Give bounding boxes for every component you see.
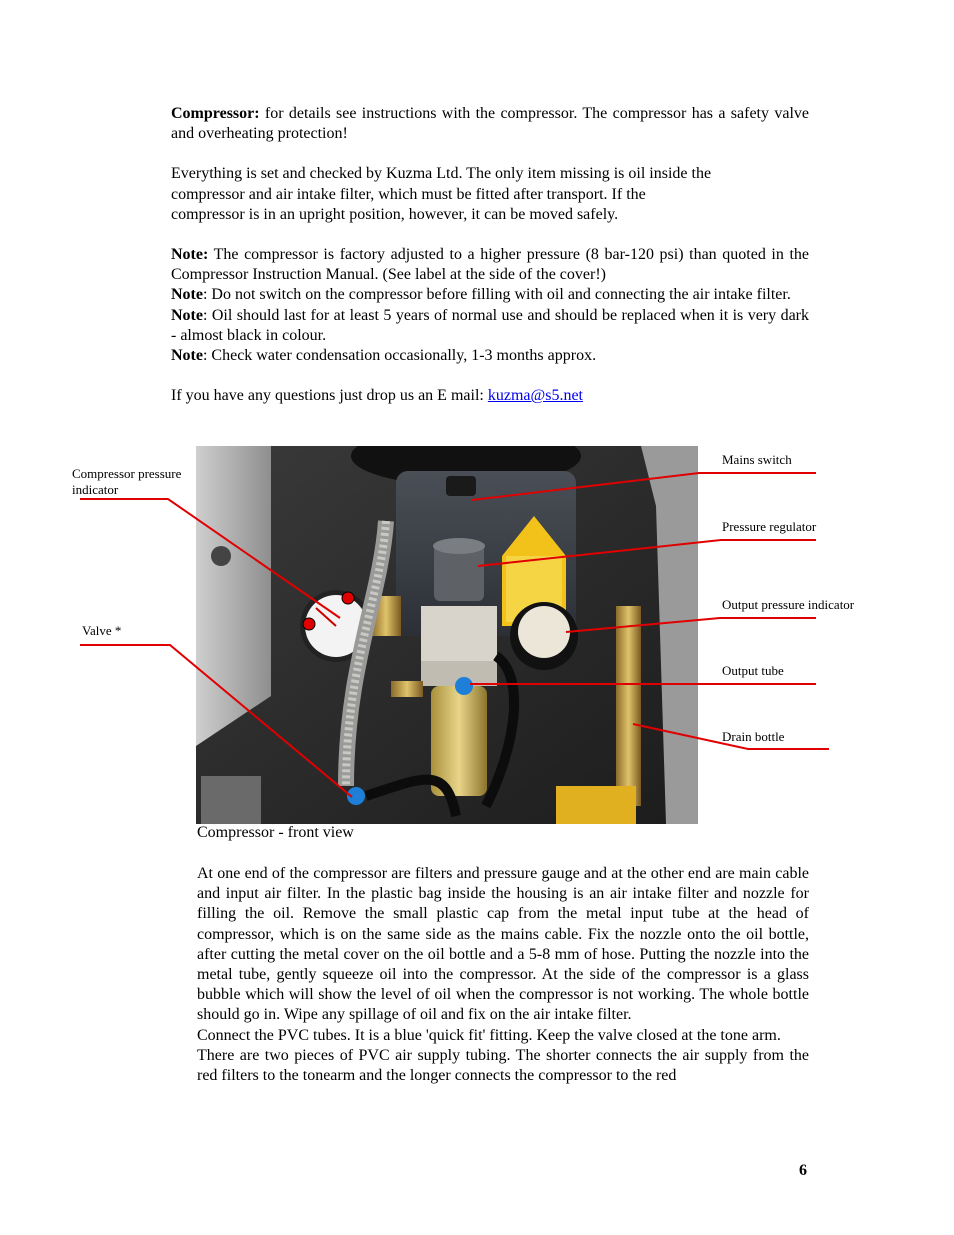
note-2: [171, 285, 809, 305]
note-4-text: : Check water condensation occasionally, 1-3 months approx.: [202, 347, 597, 365]
label-output-pressure: Output pressure indicator: [722, 597, 855, 612]
note-3-text: : Oil should last for at least 5 years of normal use and should be replaced when it is very dark - almost black in colour.: [171, 306, 809, 344]
note-2-text: : Do not switch on the compressor before filling with oil and connecting the air intake filter.: [202, 286, 791, 304]
paragraph-oil: At one end of the compressor are filters and pressure gauge and at the other end are main cable and input air filter. In the plastic bag inside the housing is an air intake filter and nozzle for filling the oil. Remove the small plastic cap from the metal input tube at the head of compressor, which is on the same side as the mains cable. Fix the nozzle onto the oil bottle, after cutting the metal cover on the oil bottle and a 5-8 mm of hose. Putting the nozzle into the metal tube, gently squeeze oil into the compressor. At the side of the compressor is a glass bubble which will show the level of oil when the compressor is not working. The whole bottle should go in. Wipe any spillage of oil and fix on the air intake filter.: [197, 865, 809, 1024]
setup-line-2: compressor and air intake filter, which must be fitted after transport. If the: [171, 185, 646, 203]
label-compressor-pressure: Compressor pressure indicator: [72, 466, 182, 497]
compressor-text: for details see instructions with the compressor. The compressor has a safety valve and overheating protection!: [171, 105, 809, 143]
label-mains-switch: Mains switch: [722, 452, 792, 467]
setup-line-1: Everything is set and checked by Kuzma Ltd. The only item missing is oil inside the: [171, 165, 712, 183]
note-3-label: Note: [171, 306, 203, 324]
note-2-label: Note: [171, 286, 203, 304]
compressor-heading: Compressor:: [171, 105, 260, 122]
note-4: [171, 346, 809, 366]
compressor-photo: [196, 446, 698, 824]
email-link[interactable]: kuzma@s5.net: [487, 387, 583, 405]
intro-text: [171, 104, 809, 406]
paragraph-pvc: Connect the PVC tubes. It is a blue 'quick fit' fitting. Keep the valve closed at the tone arm.: [197, 1026, 781, 1044]
paragraph-questions: [171, 386, 809, 406]
body-text: [197, 864, 809, 1086]
page-number: 6: [799, 1162, 807, 1179]
paragraph-setup: [171, 164, 809, 225]
note-1: [171, 245, 809, 285]
note-1-label: Note:: [171, 246, 209, 264]
paragraph-tubing: There are two pieces of PVC air supply tubing. The shorter connects the air supply from the red filters to the tonearm and the longer connects the compressor to the red: [197, 1046, 809, 1085]
label-output-tube: Output tube: [722, 663, 784, 678]
label-pressure-regulator: Pressure regulator: [722, 519, 817, 534]
setup-line-3: compressor is in an upright position, however, it can be moved safely.: [171, 205, 619, 223]
questions-text: If you have any questions just drop us an E mail:: [171, 387, 488, 405]
paragraph-compressor: [171, 104, 809, 144]
figure-caption: Compressor - front view: [197, 824, 354, 841]
note-3: [171, 306, 809, 346]
note-1-text: The compressor is factory adjusted to a higher pressure (8 bar-120 psi) than quoted in the Compressor Instruction Manual. (See label at the side of the cover!): [171, 246, 809, 284]
label-valve: Valve *: [82, 623, 122, 638]
label-drain-bottle: Drain bottle: [722, 729, 785, 744]
note-4-label: Note: [171, 347, 203, 365]
